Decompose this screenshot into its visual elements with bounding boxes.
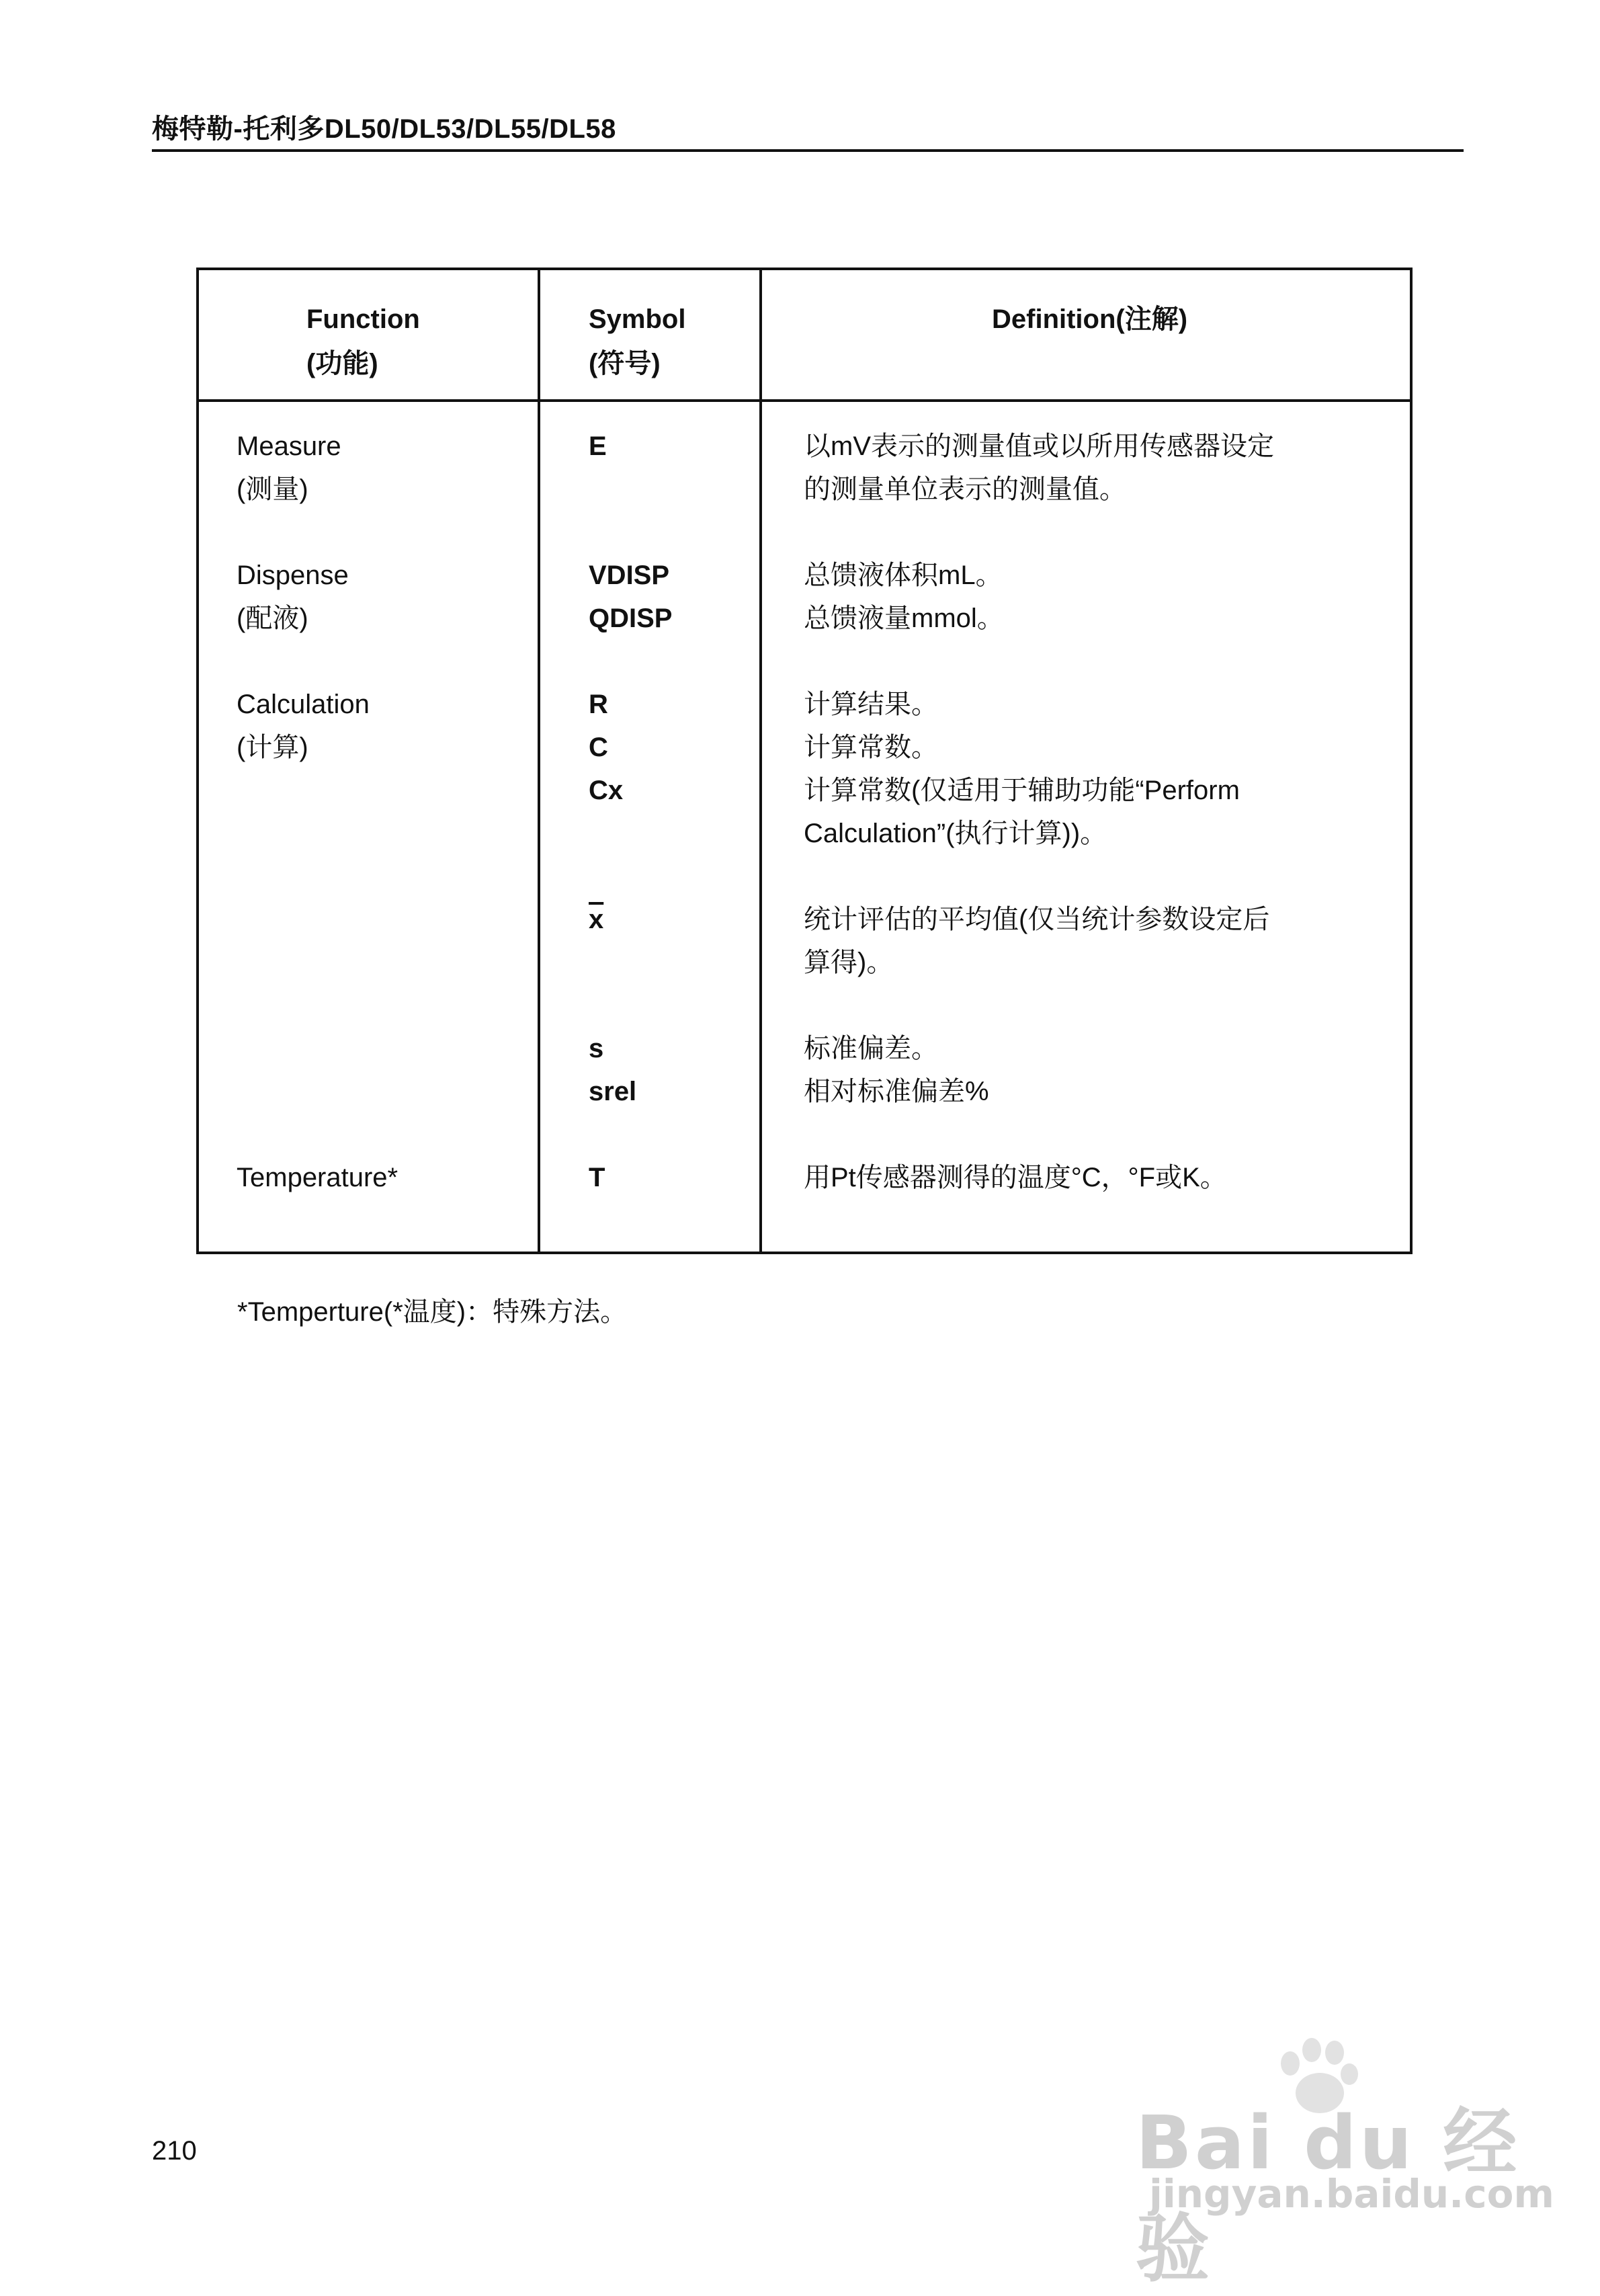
column-header-symbol-en: Symbol <box>589 304 686 334</box>
symbol-srel: srel <box>589 1077 637 1106</box>
column-header-function-en: Function <box>306 304 420 334</box>
baidu-watermark <box>1136 2037 1554 2292</box>
column-header-definition-label: Definition(注解) <box>992 304 1188 334</box>
symbol-s: s <box>589 1034 604 1063</box>
watermark-brand: Bai du 经验 <box>1136 2100 1520 2292</box>
symbol-E: E <box>589 432 607 461</box>
definition-s: 标准偏差。 <box>804 1034 938 1063</box>
column-header-definition <box>992 297 1187 341</box>
symbol-table <box>196 268 1413 1254</box>
function-measure-zh: (测量) <box>237 475 308 504</box>
definition-QDISP: 总馈液量mmol。 <box>804 604 1004 633</box>
symbol-QDISP: QDISP <box>589 604 673 633</box>
definition-E-line1: 以mV表示的测量值或以所用传感器设定 <box>804 432 1274 461</box>
symbol-T: T <box>589 1163 605 1192</box>
symbol-C: C <box>589 733 608 762</box>
footnote: *Temperture(*温度)：特殊方法。 <box>237 1297 628 1327</box>
column-header-function <box>306 297 420 386</box>
column-header-symbol-zh: (符号) <box>589 349 661 378</box>
symbol-Cx: Cx <box>589 776 624 805</box>
function-dispense-zh: (配液) <box>237 604 308 633</box>
definition-x-bar-line2: 算得)。 <box>804 948 894 977</box>
definition-srel: 相对标准偏差% <box>804 1077 989 1106</box>
definition-VDISP: 总馈液体积mL。 <box>804 561 1003 590</box>
function-calculation-en: Calculation <box>237 690 370 719</box>
definition-T: 用Pt传感器测得的温度°C，°F或K。 <box>804 1163 1227 1192</box>
column-header-function-zh: (功能) <box>306 349 378 378</box>
function-calculation-zh: (计算) <box>237 733 308 762</box>
page-number: 210 <box>152 2136 197 2166</box>
column-header-symbol <box>589 297 685 386</box>
definition-R: 计算结果。 <box>804 690 938 719</box>
function-temperature-en: Temperature* <box>237 1163 398 1192</box>
definition-C: 计算常数。 <box>804 733 938 762</box>
definition-x-bar-line1: 统计评估的平均值(仅当统计参数设定后 <box>804 905 1270 934</box>
definition-Cx-line1: 计算常数(仅适用于辅助功能“Perform <box>804 776 1240 805</box>
symbol-x-bar: $\overline{x}$ <box>589 905 604 934</box>
definition-Cx-line2: Calculation”(执行计算))。 <box>804 819 1107 848</box>
definition-E-line2: 的测量单位表示的测量值。 <box>804 475 1126 504</box>
header-rule <box>152 149 1464 152</box>
symbol-R: R <box>589 690 608 719</box>
watermark-url: jingyan.baidu.com <box>1149 2171 1554 2217</box>
column-divider-2 <box>759 270 762 1252</box>
function-measure-en: Measure <box>237 432 341 461</box>
page-header: 梅特勒-托利多DL50/DL53/DL55/DL58 <box>152 114 616 144</box>
column-divider-1 <box>538 270 540 1252</box>
header-divider <box>199 399 1410 402</box>
symbol-VDISP: VDISP <box>589 561 670 590</box>
function-dispense-en: Dispense <box>237 561 349 590</box>
